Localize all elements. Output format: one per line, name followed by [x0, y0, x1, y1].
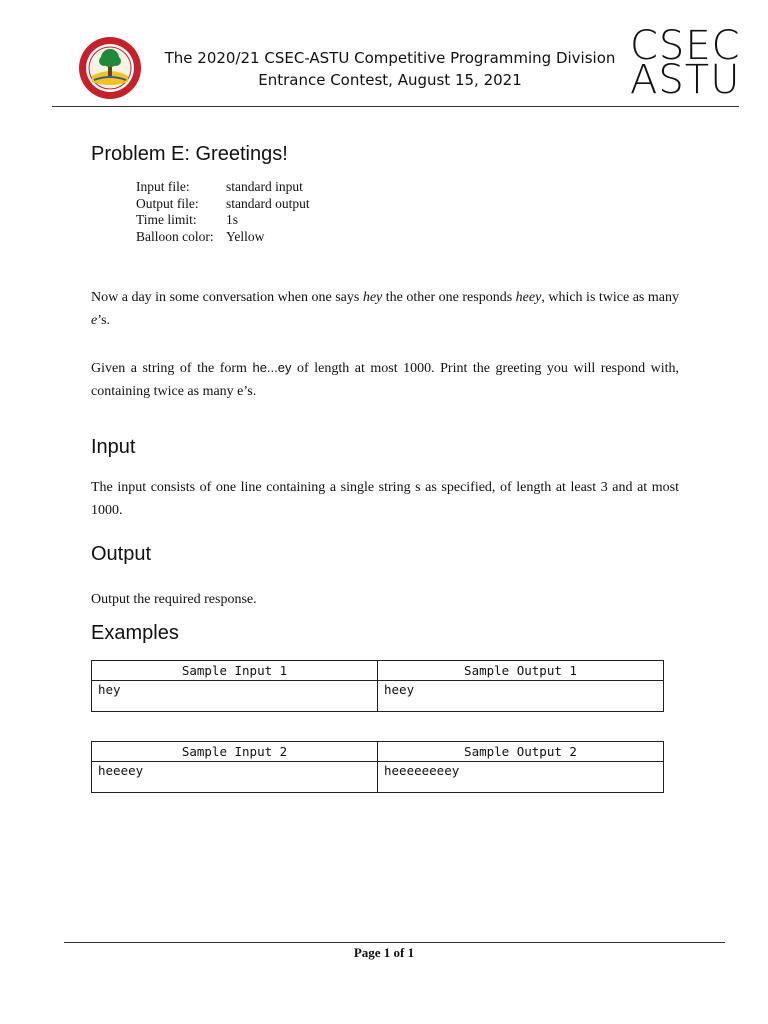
csec-logo-text: CSEC — [630, 23, 741, 69]
input-description: The input consists of one line containing a single string s as specified, of length at least 3 and at most 1000. — [91, 480, 679, 518]
contest-title-line2: Entrance Contest, August 15, 2021 — [258, 71, 522, 89]
meta-value: Yellow — [226, 229, 265, 244]
statement-paragraph-1 — [91, 286, 679, 332]
page-number: Page 1 of 1 — [353, 945, 415, 960]
meta-output-file — [136, 196, 310, 212]
statement-text: the other one responds — [382, 290, 516, 305]
output-heading: Output — [91, 543, 152, 565]
output-description: Output the required response. — [91, 592, 257, 607]
meta-value: 1s — [226, 212, 239, 227]
sample-input-header: Sample Input 1 — [92, 661, 378, 681]
meta-key: Input file: — [136, 179, 190, 194]
meta-key: Balloon color: — [136, 229, 214, 244]
header-divider — [52, 106, 739, 107]
meta-time-limit — [136, 212, 238, 228]
statement-italic-e: e — [91, 313, 98, 328]
problem-title: Problem E: Greetings! — [91, 143, 288, 165]
statement-paragraph-2 — [91, 356, 679, 403]
footer-divider — [64, 942, 725, 943]
meta-key: Output file: — [136, 196, 199, 211]
statement-text: of length at most 1000. Print the greeting you will respond with, containing twice as many e’s. — [91, 361, 680, 399]
statement-text: ’s. — [97, 313, 111, 328]
statement-italic-heey: heey — [515, 290, 542, 305]
statement-italic-hey: hey — [362, 290, 383, 305]
statement-form: he...ey — [252, 360, 292, 375]
university-seal-logo — [78, 36, 142, 100]
contest-title-line1: The 2020/21 CSEC-ASTU Competitive Programming Division — [164, 49, 616, 67]
input-heading: Input — [91, 436, 136, 458]
statement-text: Given a string of the form — [91, 361, 253, 376]
meta-input-file — [136, 179, 303, 195]
meta-value: standard output — [226, 196, 310, 211]
astu-logo-text: ASTU — [630, 57, 741, 103]
meta-balloon-color — [136, 229, 264, 245]
meta-key: Time limit: — [136, 212, 197, 227]
statement-text: , which is twice as many — [541, 290, 679, 305]
examples-heading: Examples — [91, 622, 179, 644]
sample-output-value: heeeeeeeey — [378, 762, 664, 793]
sample-output-value: heey — [378, 681, 664, 712]
sample-input-value: heeeey — [92, 762, 378, 793]
sample-table-1 — [91, 660, 664, 712]
statement-text: Now a day in some conversation when one says — [91, 290, 363, 305]
sample-input-header: Sample Input 2 — [92, 742, 378, 762]
meta-value: standard input — [226, 179, 303, 194]
sample-output-header: Sample Output 2 — [378, 742, 664, 762]
sample-table-2 — [91, 741, 664, 793]
sample-input-value: hey — [92, 681, 378, 712]
sample-output-header: Sample Output 1 — [378, 661, 664, 681]
